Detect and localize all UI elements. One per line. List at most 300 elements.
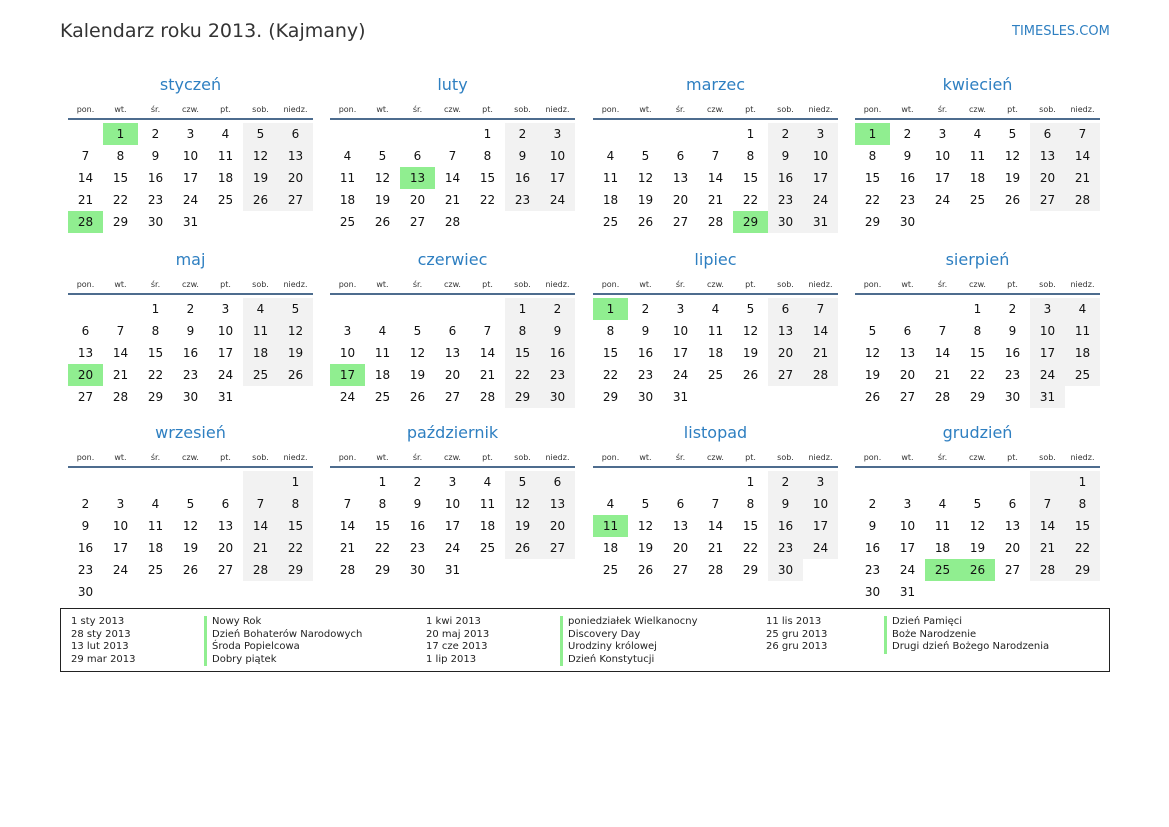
day-cell[interactable]: 4 [1065,298,1100,320]
day-cell[interactable]: 26 [182,563,199,577]
day-cell[interactable]: 7 [483,324,492,338]
day-cell[interactable]: 12 [243,145,278,167]
day-cell[interactable]: 25 [147,563,164,577]
day-cell[interactable]: 6 [448,324,457,338]
day-cell[interactable]: 26 [243,189,278,211]
day-cell[interactable]: 19 [278,342,313,364]
day-cell[interactable]: 8 [483,149,492,163]
day-cell[interactable]: 17 [444,519,461,533]
day-cell[interactable]: 27 [409,215,426,229]
day-cell[interactable]: 13 [899,346,916,360]
day-cell[interactable]: 18 [147,541,164,555]
day-cell[interactable]: 16 [540,342,575,364]
day-cell[interactable]: 10 [803,145,838,167]
day-cell[interactable]: 24 [803,537,838,559]
day-cell[interactable]: 27 [278,189,313,211]
day-cell[interactable]: 26 [374,215,391,229]
day-cell[interactable]: 5 [641,497,650,511]
day-cell[interactable]: 28 [243,559,278,581]
day-cell[interactable]: 24 [112,563,129,577]
day-cell[interactable]: 22 [278,537,313,559]
day-cell[interactable]: 4 [606,497,615,511]
day-cell[interactable]: 31 [182,215,199,229]
day-cell[interactable]: 29 [505,386,540,408]
day-cell[interactable]: 26 [742,368,759,382]
site-link[interactable]: TIMESLES.COM [1012,24,1110,39]
day-cell[interactable]: 26 [960,559,995,581]
day-cell[interactable]: 18 [1065,342,1100,364]
day-cell[interactable]: 1 [1065,471,1100,493]
day-cell[interactable]: 12 [864,346,881,360]
day-cell[interactable]: 6 [413,149,422,163]
day-cell[interactable]: 1 [855,123,890,145]
day-cell[interactable]: 31 [1030,386,1065,408]
day-cell[interactable]: 28 [112,390,129,404]
day-cell[interactable]: 7 [711,149,720,163]
day-cell[interactable]: 21 [77,193,94,207]
day-cell[interactable]: 29 [602,390,619,404]
day-cell[interactable]: 20 [672,193,689,207]
day-cell[interactable]: 24 [899,563,916,577]
day-cell[interactable]: 14 [1030,515,1065,537]
day-cell[interactable]: 4 [483,475,492,489]
day-cell[interactable]: 28 [934,390,951,404]
day-cell[interactable]: 27 [217,563,234,577]
day-cell[interactable]: 8 [378,497,387,511]
day-cell[interactable]: 16 [637,346,654,360]
day-cell[interactable]: 15 [112,171,129,185]
day-cell[interactable]: 8 [505,320,540,342]
day-cell[interactable]: 25 [243,364,278,386]
day-cell[interactable]: 18 [374,368,391,382]
day-cell[interactable]: 6 [676,149,685,163]
day-cell[interactable]: 9 [413,497,422,511]
day-cell[interactable]: 4 [711,302,720,316]
day-cell[interactable]: 12 [742,324,759,338]
day-cell[interactable]: 10 [672,324,689,338]
day-cell[interactable]: 30 [899,215,916,229]
day-cell[interactable]: 15 [374,519,391,533]
day-cell[interactable]: 2 [768,123,803,145]
day-cell[interactable]: 23 [540,364,575,386]
day-cell[interactable]: 6 [903,324,912,338]
day-cell[interactable]: 31 [899,585,916,599]
day-cell[interactable]: 12 [637,171,654,185]
day-cell[interactable]: 9 [641,324,650,338]
day-cell[interactable]: 30 [540,386,575,408]
day-cell[interactable]: 1 [746,127,755,141]
day-cell[interactable]: 6 [221,497,230,511]
day-cell[interactable]: 19 [505,515,540,537]
day-cell[interactable]: 8 [606,324,615,338]
day-cell[interactable]: 23 [409,541,426,555]
day-cell[interactable]: 31 [217,390,234,404]
day-cell[interactable]: 8 [116,149,125,163]
day-cell[interactable]: 16 [899,171,916,185]
day-cell[interactable]: 6 [1008,497,1017,511]
day-cell[interactable]: 10 [1030,320,1065,342]
day-cell[interactable]: 20 [68,364,103,386]
day-cell[interactable]: 2 [768,471,803,493]
day-cell[interactable]: 26 [637,563,654,577]
day-cell[interactable]: 1 [278,471,313,493]
day-cell[interactable]: 10 [803,493,838,515]
day-cell[interactable]: 3 [221,302,230,316]
day-cell[interactable]: 14 [707,171,724,185]
day-cell[interactable]: 2 [903,127,912,141]
day-cell[interactable]: 29 [733,211,768,233]
day-cell[interactable]: 22 [969,368,986,382]
day-cell[interactable]: 13 [1030,145,1065,167]
day-cell[interactable]: 12 [637,519,654,533]
day-cell[interactable]: 11 [969,149,986,163]
day-cell[interactable]: 14 [934,346,951,360]
day-cell[interactable]: 17 [540,167,575,189]
day-cell[interactable]: 15 [147,346,164,360]
day-cell[interactable]: 10 [540,145,575,167]
day-cell[interactable]: 17 [112,541,129,555]
day-cell[interactable]: 27 [672,215,689,229]
day-cell[interactable]: 13 [217,519,234,533]
day-cell[interactable]: 20 [409,193,426,207]
day-cell[interactable]: 9 [768,493,803,515]
day-cell[interactable]: 2 [1008,302,1017,316]
day-cell[interactable]: 28 [1065,189,1100,211]
day-cell[interactable]: 30 [1004,390,1021,404]
day-cell[interactable]: 25 [479,541,496,555]
day-cell[interactable]: 15 [864,171,881,185]
day-cell[interactable]: 20 [278,167,313,189]
day-cell[interactable]: 17 [182,171,199,185]
day-cell[interactable]: 19 [409,368,426,382]
day-cell[interactable]: 6 [278,123,313,145]
day-cell[interactable]: 2 [186,302,195,316]
day-cell[interactable]: 24 [339,390,356,404]
day-cell[interactable]: 14 [1065,145,1100,167]
day-cell[interactable]: 3 [676,302,685,316]
day-cell[interactable]: 21 [1030,537,1065,559]
day-cell[interactable]: 19 [182,541,199,555]
day-cell[interactable]: 30 [768,211,803,233]
day-cell[interactable]: 9 [903,149,912,163]
day-cell[interactable]: 13 [768,320,803,342]
day-cell[interactable]: 23 [505,189,540,211]
day-cell[interactable]: 15 [278,515,313,537]
day-cell[interactable]: 20 [899,368,916,382]
day-cell[interactable]: 6 [768,298,803,320]
day-cell[interactable]: 3 [343,324,352,338]
day-cell[interactable]: 7 [1065,123,1100,145]
day-cell[interactable]: 4 [151,497,160,511]
day-cell[interactable]: 17 [330,364,365,386]
day-cell[interactable]: 3 [803,123,838,145]
day-cell[interactable]: 5 [278,298,313,320]
day-cell[interactable]: 6 [540,471,575,493]
day-cell[interactable]: 4 [221,127,230,141]
day-cell[interactable]: 22 [602,368,619,382]
day-cell[interactable]: 9 [540,320,575,342]
day-cell[interactable]: 14 [707,519,724,533]
day-cell[interactable]: 17 [934,171,951,185]
day-cell[interactable]: 2 [868,497,877,511]
day-cell[interactable]: 12 [969,519,986,533]
day-cell[interactable]: 26 [505,537,540,559]
day-cell[interactable]: 5 [378,149,387,163]
day-cell[interactable]: 7 [343,497,352,511]
day-cell[interactable]: 23 [182,368,199,382]
day-cell[interactable]: 27 [672,563,689,577]
day-cell[interactable]: 22 [147,368,164,382]
day-cell[interactable]: 8 [746,149,755,163]
day-cell[interactable]: 26 [864,390,881,404]
day-cell[interactable]: 1 [378,475,387,489]
day-cell[interactable]: 19 [742,346,759,360]
day-cell[interactable]: 17 [803,167,838,189]
day-cell[interactable]: 24 [540,189,575,211]
day-cell[interactable]: 25 [969,193,986,207]
day-cell[interactable]: 19 [969,541,986,555]
day-cell[interactable]: 31 [803,211,838,233]
day-cell[interactable]: 22 [112,193,129,207]
day-cell[interactable]: 27 [77,390,94,404]
day-cell[interactable]: 4 [938,497,947,511]
day-cell[interactable]: 8 [151,324,160,338]
day-cell[interactable]: 29 [742,563,759,577]
day-cell[interactable]: 17 [672,346,689,360]
day-cell[interactable]: 26 [409,390,426,404]
day-cell[interactable]: 15 [505,342,540,364]
day-cell[interactable]: 18 [339,193,356,207]
day-cell[interactable]: 25 [925,559,960,581]
day-cell[interactable]: 10 [112,519,129,533]
day-cell[interactable]: 24 [444,541,461,555]
day-cell[interactable]: 2 [151,127,160,141]
day-cell[interactable]: 28 [68,211,103,233]
day-cell[interactable]: 5 [243,123,278,145]
day-cell[interactable]: 3 [903,497,912,511]
day-cell[interactable]: 30 [182,390,199,404]
day-cell[interactable]: 6 [81,324,90,338]
day-cell[interactable]: 20 [217,541,234,555]
day-cell[interactable]: 20 [444,368,461,382]
day-cell[interactable]: 27 [768,364,803,386]
day-cell[interactable]: 7 [243,493,278,515]
day-cell[interactable]: 27 [1004,563,1021,577]
day-cell[interactable]: 30 [637,390,654,404]
day-cell[interactable]: 24 [1030,364,1065,386]
day-cell[interactable]: 21 [479,368,496,382]
day-cell[interactable]: 21 [339,541,356,555]
day-cell[interactable]: 1 [483,127,492,141]
day-cell[interactable]: 16 [505,167,540,189]
day-cell[interactable]: 15 [1065,515,1100,537]
day-cell[interactable]: 1 [505,298,540,320]
day-cell[interactable]: 4 [973,127,982,141]
day-cell[interactable]: 13 [540,493,575,515]
day-cell[interactable]: 24 [803,189,838,211]
day-cell[interactable]: 21 [707,541,724,555]
day-cell[interactable]: 31 [444,563,461,577]
day-cell[interactable]: 6 [1030,123,1065,145]
day-cell[interactable]: 29 [969,390,986,404]
day-cell[interactable]: 16 [1004,346,1021,360]
day-cell[interactable]: 2 [505,123,540,145]
day-cell[interactable]: 7 [711,497,720,511]
day-cell[interactable]: 23 [147,193,164,207]
day-cell[interactable]: 8 [1065,493,1100,515]
day-cell[interactable]: 20 [1030,167,1065,189]
day-cell[interactable]: 5 [505,471,540,493]
day-cell[interactable]: 3 [938,127,947,141]
day-cell[interactable]: 24 [182,193,199,207]
day-cell[interactable]: 10 [444,497,461,511]
day-cell[interactable]: 28 [339,563,356,577]
day-cell[interactable]: 7 [803,298,838,320]
day-cell[interactable]: 18 [707,346,724,360]
day-cell[interactable]: 17 [217,346,234,360]
day-cell[interactable]: 11 [243,320,278,342]
day-cell[interactable]: 19 [374,193,391,207]
day-cell[interactable]: 5 [746,302,755,316]
day-cell[interactable]: 23 [768,189,803,211]
day-cell[interactable]: 9 [768,145,803,167]
day-cell[interactable]: 14 [803,320,838,342]
day-cell[interactable]: 4 [606,149,615,163]
day-cell[interactable]: 4 [243,298,278,320]
day-cell[interactable]: 23 [899,193,916,207]
day-cell[interactable]: 11 [374,346,391,360]
day-cell[interactable]: 16 [77,541,94,555]
day-cell[interactable]: 1 [103,123,138,145]
day-cell[interactable]: 14 [112,346,129,360]
day-cell[interactable]: 1 [746,475,755,489]
day-cell[interactable]: 3 [186,127,195,141]
day-cell[interactable]: 10 [339,346,356,360]
day-cell[interactable]: 31 [672,390,689,404]
day-cell[interactable]: 20 [768,342,803,364]
day-cell[interactable]: 16 [182,346,199,360]
day-cell[interactable]: 18 [969,171,986,185]
day-cell[interactable]: 16 [768,167,803,189]
day-cell[interactable]: 5 [413,324,422,338]
day-cell[interactable]: 18 [217,171,234,185]
day-cell[interactable]: 3 [803,471,838,493]
day-cell[interactable]: 15 [742,519,759,533]
day-cell[interactable]: 22 [374,541,391,555]
day-cell[interactable]: 27 [444,390,461,404]
day-cell[interactable]: 12 [374,171,391,185]
day-cell[interactable]: 19 [637,541,654,555]
day-cell[interactable]: 18 [479,519,496,533]
day-cell[interactable]: 13 [77,346,94,360]
day-cell[interactable]: 26 [637,215,654,229]
day-cell[interactable]: 29 [112,215,129,229]
day-cell[interactable]: 4 [343,149,352,163]
day-cell[interactable]: 19 [1004,171,1021,185]
day-cell[interactable]: 22 [742,541,759,555]
day-cell[interactable]: 12 [278,320,313,342]
day-cell[interactable]: 15 [969,346,986,360]
day-cell[interactable]: 3 [448,475,457,489]
day-cell[interactable]: 16 [768,515,803,537]
day-cell[interactable]: 7 [116,324,125,338]
day-cell[interactable]: 8 [973,324,982,338]
day-cell[interactable]: 22 [505,364,540,386]
day-cell[interactable]: 24 [934,193,951,207]
day-cell[interactable]: 13 [444,346,461,360]
day-cell[interactable]: 18 [243,342,278,364]
day-cell[interactable]: 27 [899,390,916,404]
day-cell[interactable]: 28 [707,563,724,577]
day-cell[interactable]: 10 [217,324,234,338]
day-cell[interactable]: 22 [864,193,881,207]
day-cell[interactable]: 7 [938,324,947,338]
day-cell[interactable]: 26 [278,364,313,386]
day-cell[interactable]: 30 [409,563,426,577]
day-cell[interactable]: 20 [1004,541,1021,555]
day-cell[interactable]: 1 [973,302,982,316]
day-cell[interactable]: 11 [602,171,619,185]
day-cell[interactable]: 11 [593,515,628,537]
day-cell[interactable]: 21 [707,193,724,207]
day-cell[interactable]: 11 [217,149,234,163]
day-cell[interactable]: 21 [803,342,838,364]
day-cell[interactable]: 11 [707,324,724,338]
day-cell[interactable]: 11 [339,171,356,185]
day-cell[interactable]: 23 [768,537,803,559]
day-cell[interactable]: 29 [278,559,313,581]
day-cell[interactable]: 23 [864,563,881,577]
day-cell[interactable]: 23 [637,368,654,382]
day-cell[interactable]: 25 [1065,364,1100,386]
day-cell[interactable]: 3 [540,123,575,145]
day-cell[interactable]: 13 [278,145,313,167]
day-cell[interactable]: 28 [1030,559,1065,581]
day-cell[interactable]: 22 [1065,537,1100,559]
day-cell[interactable]: 21 [112,368,129,382]
day-cell[interactable]: 7 [448,149,457,163]
day-cell[interactable]: 2 [641,302,650,316]
day-cell[interactable]: 17 [899,541,916,555]
day-cell[interactable]: 25 [339,215,356,229]
day-cell[interactable]: 2 [540,298,575,320]
day-cell[interactable]: 3 [1030,298,1065,320]
day-cell[interactable]: 9 [81,519,90,533]
day-cell[interactable]: 12 [1004,149,1021,163]
day-cell[interactable]: 1 [593,298,628,320]
day-cell[interactable]: 18 [602,193,619,207]
day-cell[interactable]: 5 [186,497,195,511]
day-cell[interactable]: 13 [672,171,689,185]
day-cell[interactable]: 6 [676,497,685,511]
day-cell[interactable]: 20 [540,515,575,537]
day-cell[interactable]: 30 [864,585,881,599]
day-cell[interactable]: 16 [147,171,164,185]
day-cell[interactable]: 29 [374,563,391,577]
day-cell[interactable]: 12 [409,346,426,360]
day-cell[interactable]: 19 [637,193,654,207]
day-cell[interactable]: 30 [147,215,164,229]
day-cell[interactable]: 9 [1008,324,1017,338]
day-cell[interactable]: 17 [803,515,838,537]
day-cell[interactable]: 27 [1030,189,1065,211]
day-cell[interactable]: 15 [602,346,619,360]
day-cell[interactable]: 25 [602,563,619,577]
day-cell[interactable]: 14 [243,515,278,537]
day-cell[interactable]: 27 [540,537,575,559]
day-cell[interactable]: 14 [339,519,356,533]
day-cell[interactable]: 21 [934,368,951,382]
